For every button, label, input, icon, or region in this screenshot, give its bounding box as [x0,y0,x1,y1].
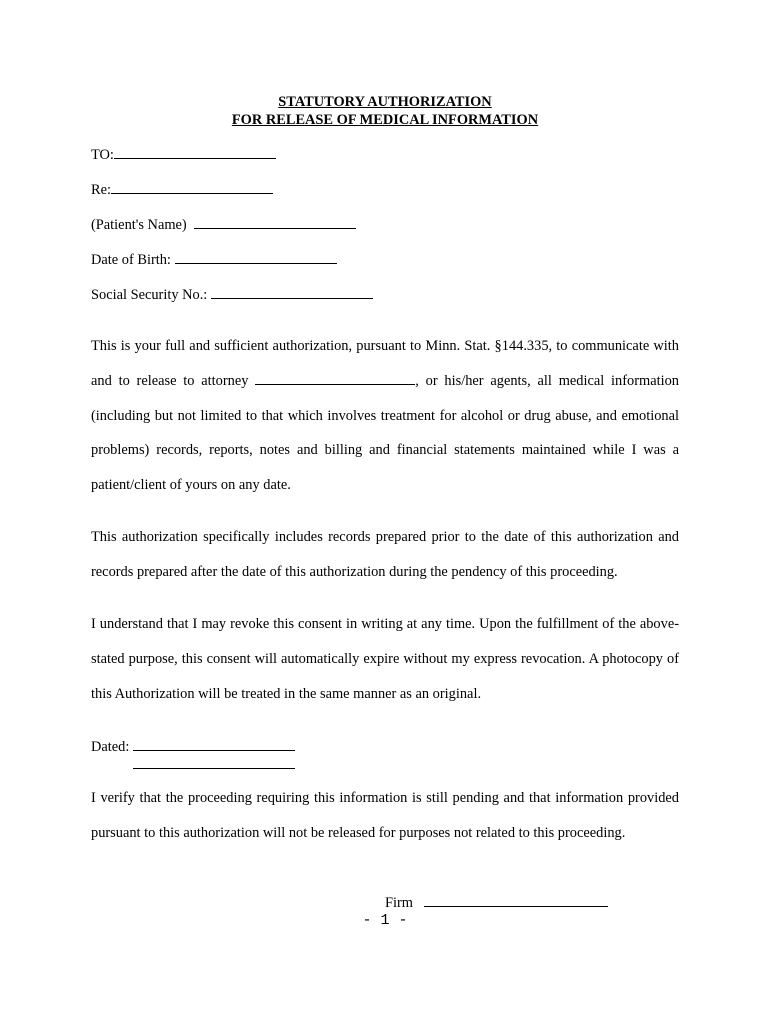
page-number: - 1 - [362,912,408,929]
firm-label: Firm [385,895,413,911]
authorization-text-end: , or his/her agents, all medical information (including but not limited to that which involves treatment for alcohol or drug abuse, and emotional problems) records, reports, notes and billing and financial statements maintained while I was a patient/client of yours on any date. [91,372,679,494]
ssn-label: Social Security No.: [91,287,208,303]
revocation-text: I understand that I may revoke this consent in writing at any time. Upon the fulfillment of the above-stated purpose, this consent will automatically expire without my express revocation. A photocopy of this Authorization will be treated in the same manner as an original. [91,616,679,702]
firm-blank[interactable] [424,894,608,907]
date-of-birth-label: Date of Birth: [91,252,171,268]
to-field [91,146,276,164]
patient-name-blank[interactable] [194,216,356,229]
re-field [91,181,273,199]
document-title-line1: STATUTORY AUTHORIZATION [278,94,492,110]
dated-field [91,738,295,756]
dated-label: Dated: [91,739,130,755]
patient-name-field [91,216,356,234]
verification-text: I verify that the proceeding requiring this information is still pending and that information provided pursuant to this authorization will not be released for purposes not related to this proceeding. [91,790,679,841]
date-of-birth-field [91,251,337,269]
to-blank[interactable] [114,146,276,159]
revocation-paragraph [91,607,679,711]
to-label: TO: [91,147,114,163]
authorization-text-start: This is your full and sufficient authorization, pursuant to Minn. Stat. §144.335, to communicate with and to release to attorney [91,338,679,389]
verification-paragraph [91,781,679,851]
document-title-line2: FOR RELEASE OF MEDICAL INFORMATION [231,112,539,128]
re-blank[interactable] [111,181,273,194]
date-of-birth-blank[interactable] [175,251,337,264]
records-text: This authorization specifically includes records prepared prior to the date of this authorization and records prepared after the date of this authorization during the pendency of this proceeding. [91,529,679,580]
patient-name-label: (Patient's Name) [91,217,187,233]
firm-field [385,894,608,912]
re-label: Re: [91,182,111,198]
ssn-field [91,286,373,304]
authorization-paragraph [91,329,679,503]
ssn-blank[interactable] [211,286,373,299]
signature-line[interactable] [133,768,295,769]
dated-blank[interactable] [133,738,295,751]
attorney-blank[interactable] [255,372,415,385]
records-paragraph [91,520,679,590]
